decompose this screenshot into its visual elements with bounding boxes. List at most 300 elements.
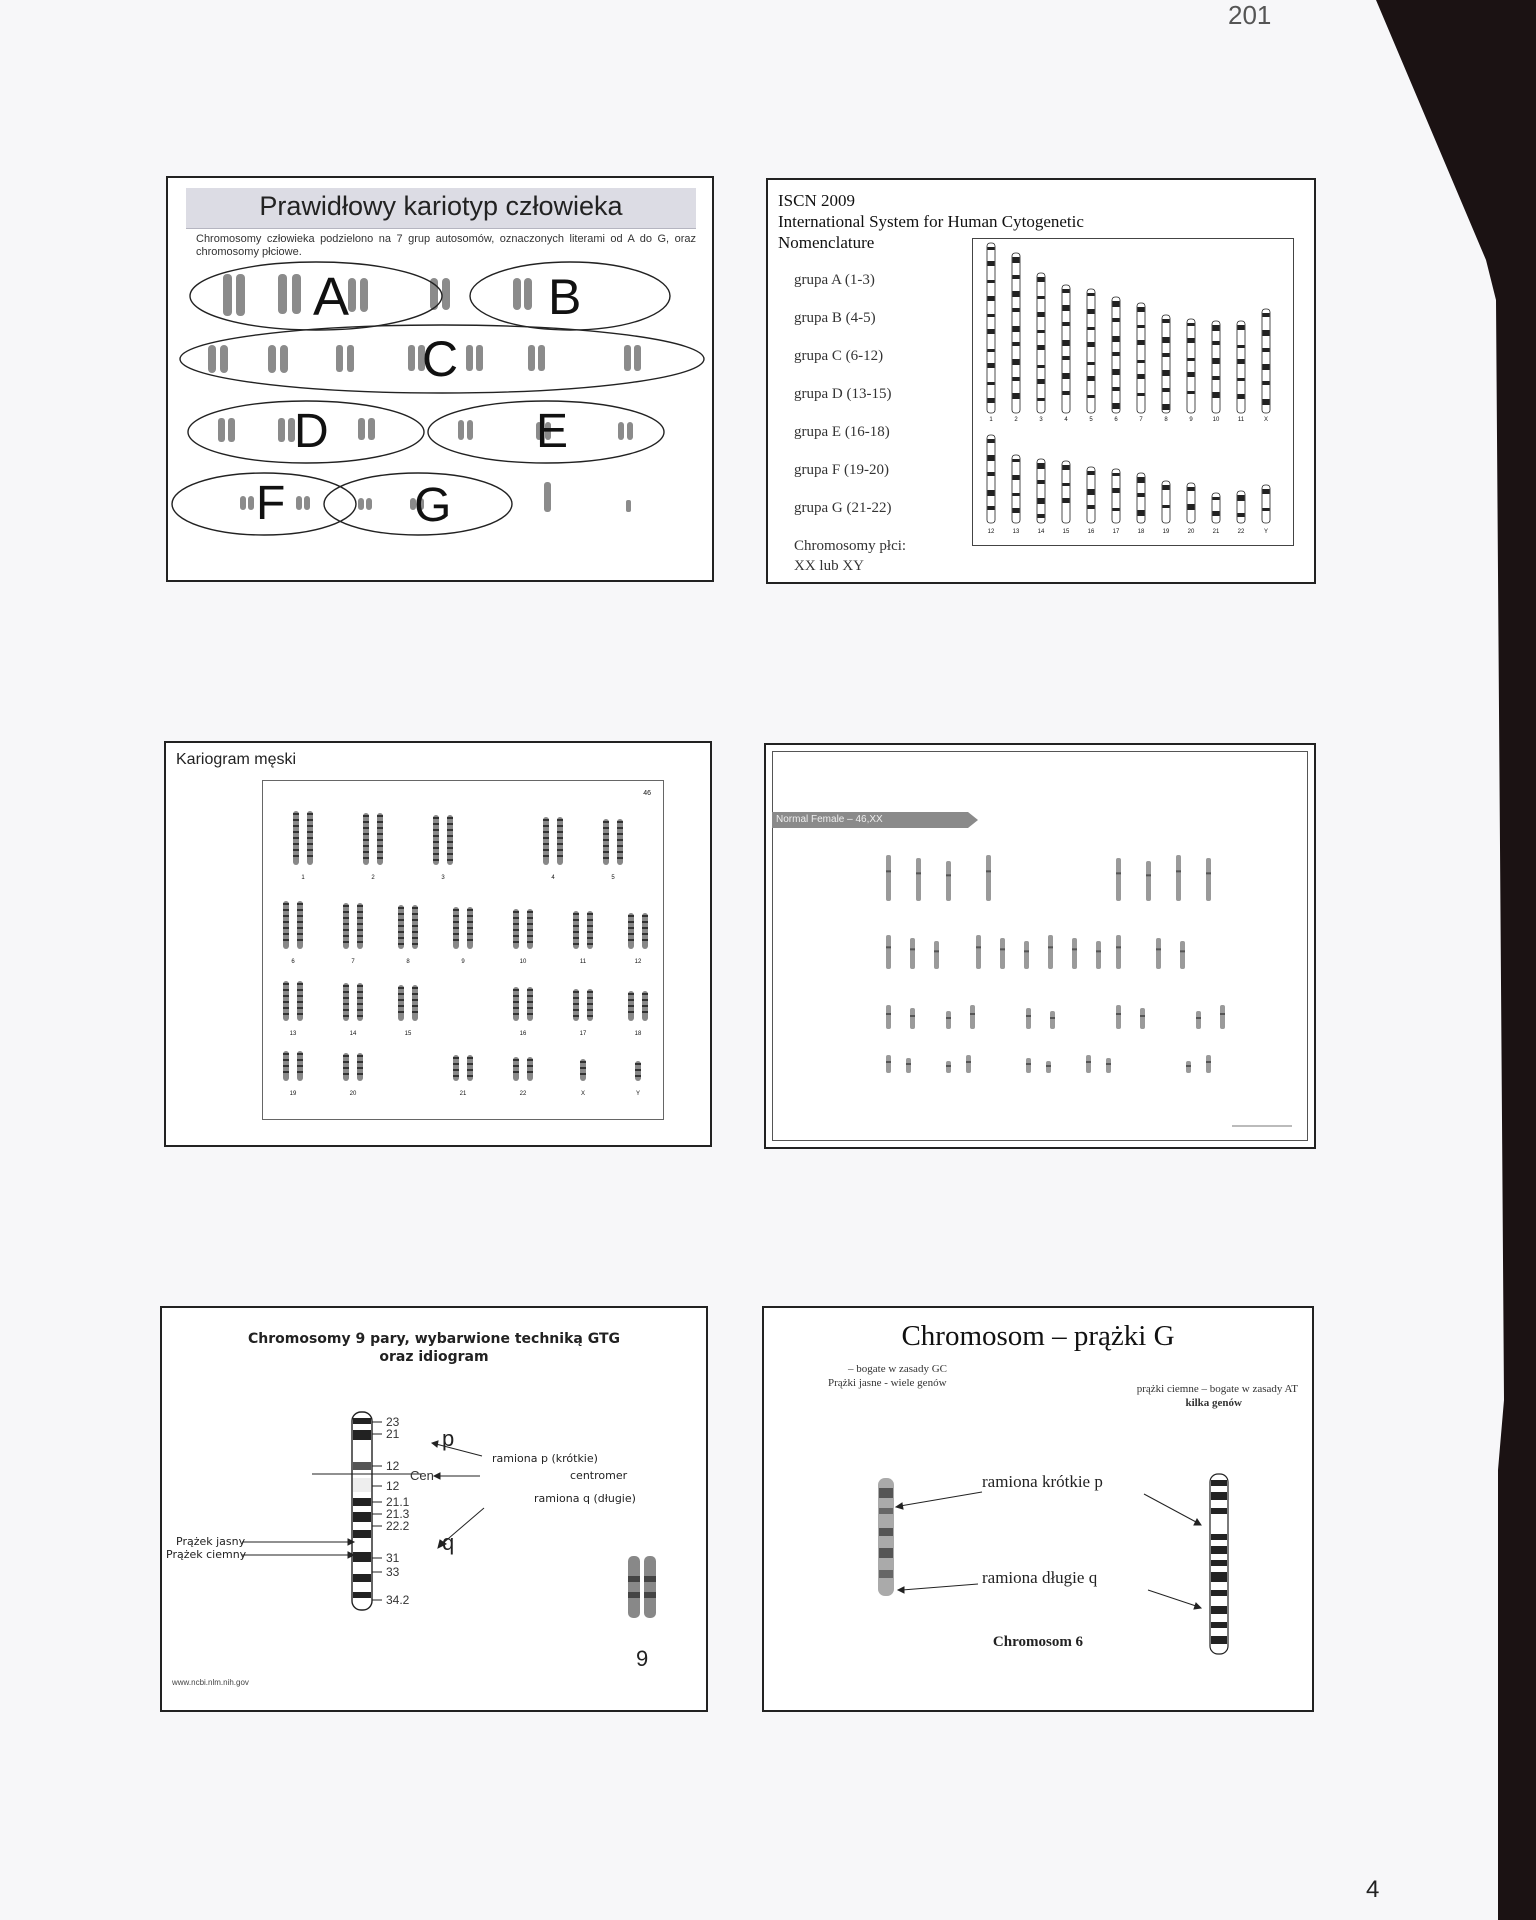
ideogram-band bbox=[988, 296, 995, 301]
chromosome-band bbox=[283, 933, 289, 935]
note-line: prążki ciemne – bogate w zasady AT bbox=[1136, 1383, 1298, 1395]
chromosome-band bbox=[412, 925, 418, 927]
ideogram-band bbox=[1088, 293, 1095, 296]
chromosome-band bbox=[412, 943, 418, 945]
chromosome-band bbox=[1046, 1065, 1051, 1067]
ideogram-label: 5 bbox=[1089, 417, 1093, 423]
ideogram-band bbox=[1038, 277, 1045, 282]
chromosome-band bbox=[617, 833, 623, 835]
chromosome-band bbox=[527, 923, 533, 925]
ideogram-band bbox=[1263, 381, 1270, 385]
chromosome-band bbox=[357, 923, 363, 925]
chromosome-band bbox=[398, 993, 404, 995]
chromosome-band bbox=[343, 1055, 349, 1057]
chromosome-band bbox=[906, 1063, 911, 1065]
slide-iscn-2009 bbox=[766, 178, 1316, 584]
ideogram-label: 21 bbox=[1212, 529, 1220, 535]
chromosome-band bbox=[447, 853, 453, 855]
chromosome-mark bbox=[1206, 858, 1211, 901]
ideogram-band bbox=[1113, 336, 1120, 342]
chromosome-band bbox=[297, 1053, 303, 1055]
chromosome-band bbox=[297, 921, 303, 923]
chromosome-band bbox=[412, 919, 418, 921]
chromosome-band bbox=[527, 917, 533, 919]
chromosome-band bbox=[587, 997, 593, 999]
chromosome-mark bbox=[934, 941, 939, 969]
chromosome-mark bbox=[1116, 935, 1121, 969]
band-label: 33 bbox=[386, 1565, 400, 1579]
chromosome-mark bbox=[1156, 938, 1161, 969]
chromosome-band bbox=[1176, 870, 1181, 872]
chromosome-band bbox=[412, 987, 418, 989]
chromosome-band bbox=[513, 923, 519, 925]
group-label: grupa C (6-12) bbox=[794, 348, 884, 364]
chromosome-band bbox=[447, 829, 453, 831]
chromosome-band bbox=[377, 857, 383, 859]
chromosome-band bbox=[628, 915, 634, 917]
chromosome-band bbox=[635, 1075, 641, 1077]
slide-title: Prawidłowy kariotyp człowieka bbox=[259, 191, 623, 221]
group-letter-g: G bbox=[414, 479, 452, 532]
karyogram-label: 1 bbox=[301, 875, 305, 881]
chromosome-band bbox=[377, 815, 383, 817]
chromosome-band bbox=[283, 1013, 289, 1015]
slide-subtitle: Chromosomy człowieka podzielono na 7 grup autosomów, oznaczonych literami od A do G, oraz chromosomy płciowe. bbox=[196, 233, 696, 258]
ideogram-band bbox=[1013, 308, 1020, 312]
ideogram-band bbox=[1038, 514, 1045, 518]
chromosome-mark bbox=[1106, 1058, 1111, 1073]
chromosome-band bbox=[398, 1005, 404, 1007]
chromosome-band bbox=[357, 905, 363, 907]
chromosome-band bbox=[293, 831, 299, 833]
chromosome-mark bbox=[398, 985, 404, 1021]
ideogram-label: Y bbox=[1263, 529, 1269, 535]
chromosome-band bbox=[412, 937, 418, 939]
chromosome-band bbox=[603, 833, 609, 835]
chromosome-band bbox=[453, 1069, 459, 1071]
chromosome-band bbox=[343, 991, 349, 993]
ideogram-band bbox=[1138, 493, 1145, 497]
ideogram-band bbox=[988, 398, 995, 403]
chromosome-band bbox=[363, 833, 369, 835]
chromosome-band bbox=[513, 929, 519, 931]
ideogram-band bbox=[1063, 356, 1070, 360]
chromosome-mark bbox=[886, 1055, 891, 1073]
chromosome-band bbox=[433, 847, 439, 849]
ideogram-band bbox=[1063, 373, 1070, 379]
chromosome-band bbox=[283, 927, 289, 929]
chromosome-band bbox=[447, 817, 453, 819]
chromosome-band bbox=[297, 1059, 303, 1061]
chromosome-band bbox=[573, 931, 579, 933]
male-karyogram-figure bbox=[262, 780, 664, 1120]
chromosome-band bbox=[617, 845, 623, 847]
chromosome-band bbox=[467, 909, 473, 911]
band-label: 21 bbox=[386, 1427, 400, 1441]
ideogram-label: 20 bbox=[1187, 529, 1195, 535]
chromosome-band bbox=[447, 841, 453, 843]
chromosome-band bbox=[628, 921, 634, 923]
chromosome-band bbox=[433, 853, 439, 855]
chromosome-band bbox=[543, 819, 549, 821]
chromosome-band bbox=[283, 1007, 289, 1009]
group-label: grupa G (21-22) bbox=[794, 500, 892, 516]
chromosome-mark bbox=[906, 1058, 911, 1073]
ideogram-band bbox=[1113, 508, 1120, 511]
chromosome-mark bbox=[1096, 941, 1101, 969]
chromosome-mark bbox=[297, 901, 303, 949]
chromosome-band bbox=[343, 997, 349, 999]
karyogram-label: 21 bbox=[459, 1091, 467, 1097]
slide-normal-female-karyotype bbox=[764, 743, 1316, 1149]
group-letter-a: A bbox=[313, 267, 350, 327]
chromosome-band bbox=[412, 913, 418, 915]
chromosome-band bbox=[628, 1011, 634, 1013]
slide-chromosome-g-bands bbox=[762, 1306, 1314, 1712]
ideogram-band bbox=[1163, 505, 1170, 508]
karyogram-label: 20 bbox=[349, 1091, 357, 1097]
chromosome-band bbox=[297, 1071, 303, 1073]
chromosome-band bbox=[557, 843, 563, 845]
chromosome-band bbox=[363, 851, 369, 853]
chromosome-mark bbox=[1072, 938, 1077, 969]
ideogram-band bbox=[1013, 475, 1020, 480]
chromosome-band bbox=[297, 983, 303, 985]
chromosome-band bbox=[617, 821, 623, 823]
chromosome-band bbox=[557, 855, 563, 857]
chromosome-band bbox=[398, 999, 404, 1001]
karyogram-label: 5 bbox=[611, 875, 615, 881]
chromosome-mark bbox=[1000, 938, 1005, 969]
ideogram-band bbox=[1063, 391, 1070, 395]
chromosome-mark bbox=[910, 1008, 915, 1029]
chromosome-band bbox=[573, 991, 579, 993]
group-letter-d: D bbox=[294, 405, 329, 458]
chromosome-band bbox=[297, 939, 303, 941]
chromosome-mark bbox=[1048, 935, 1053, 969]
chromosome-band bbox=[513, 989, 519, 991]
chromosome-band bbox=[587, 1003, 593, 1005]
slide-title-bar bbox=[186, 188, 696, 229]
ideogram-band bbox=[1113, 488, 1120, 493]
ideogram-chart bbox=[972, 238, 1294, 546]
chromosome-band bbox=[343, 929, 349, 931]
ideogram-band bbox=[1013, 393, 1020, 399]
chromosome-mark bbox=[1140, 1008, 1145, 1029]
chromosome-band bbox=[297, 1007, 303, 1009]
chromosome-band bbox=[283, 983, 289, 985]
karyogram-label: 10 bbox=[519, 959, 527, 965]
chromosome-band bbox=[527, 1065, 533, 1067]
chromosome-caption: Chromosom 6 bbox=[992, 1634, 1084, 1650]
ideogram-band bbox=[1238, 345, 1245, 348]
ideogram-band bbox=[988, 490, 995, 496]
ideogram-band bbox=[1113, 387, 1120, 391]
ideogram-band bbox=[1088, 362, 1095, 365]
chromosome-mark bbox=[1116, 858, 1121, 901]
ideogram-band bbox=[1063, 483, 1070, 486]
chromosome-band bbox=[1050, 1017, 1055, 1019]
chromosome-band bbox=[976, 946, 981, 948]
ideogram-band bbox=[1113, 301, 1120, 307]
note-line: – bogate w zasady GC bbox=[848, 1363, 947, 1375]
chromosome-mark bbox=[976, 935, 981, 969]
chromosome-mark bbox=[1116, 1005, 1121, 1029]
chromosome-mark bbox=[1026, 1058, 1031, 1073]
chromosome-band bbox=[357, 1073, 363, 1075]
chromosome-band bbox=[363, 857, 369, 859]
chromosome-band bbox=[343, 941, 349, 943]
ideogram-band bbox=[1138, 325, 1145, 328]
chromosome-band bbox=[307, 825, 313, 827]
karyogram-label: 22 bbox=[519, 1091, 527, 1097]
chromosome-band bbox=[343, 917, 349, 919]
chromosome-band bbox=[343, 923, 349, 925]
chromosome-band bbox=[297, 903, 303, 905]
ideogram-band bbox=[1088, 376, 1095, 381]
chromosome-band bbox=[628, 1005, 634, 1007]
chromosome-band bbox=[635, 1063, 641, 1065]
label-line: XX lub XY bbox=[794, 558, 864, 574]
chromosome-band bbox=[467, 921, 473, 923]
band-label: 22.2 bbox=[386, 1519, 410, 1533]
chromosome-mark bbox=[1176, 855, 1181, 901]
chromosome-band bbox=[377, 821, 383, 823]
chromosome-band bbox=[433, 829, 439, 831]
chromosome-band bbox=[357, 985, 363, 987]
ideogram-label: 17 bbox=[1112, 529, 1120, 535]
chromosome-mark bbox=[1024, 941, 1029, 969]
chromosome-band bbox=[453, 909, 459, 911]
chromosome-band bbox=[587, 913, 593, 915]
chromosome-band bbox=[587, 1009, 593, 1011]
chromosome-band bbox=[966, 1061, 971, 1063]
ideogram-band bbox=[1013, 508, 1020, 513]
chromosome-band bbox=[398, 987, 404, 989]
ideogram-band bbox=[1188, 372, 1195, 377]
chromosome-band bbox=[628, 927, 634, 929]
chromosome-band bbox=[363, 839, 369, 841]
ideogram-label: 19 bbox=[1162, 529, 1170, 535]
chromosome-band bbox=[513, 911, 519, 913]
ideogram-band bbox=[988, 329, 995, 334]
chromosome-band bbox=[1106, 1063, 1111, 1065]
chromosome-mark bbox=[986, 855, 991, 901]
chromosome-band bbox=[467, 1075, 473, 1077]
chromosome-band bbox=[886, 1013, 891, 1015]
chromosome-band bbox=[433, 859, 439, 861]
slide-male-karyogram bbox=[164, 741, 712, 1147]
karyogram-label: 12 bbox=[634, 959, 642, 965]
karyogram-label: 17 bbox=[579, 1031, 587, 1037]
karyogram-label: 19 bbox=[289, 1091, 297, 1097]
ideogram-label: 15 bbox=[1062, 529, 1070, 535]
ideogram-band bbox=[1013, 257, 1020, 263]
chromosome-band bbox=[910, 948, 915, 950]
chromosome-band bbox=[617, 857, 623, 859]
ideogram-band bbox=[1263, 364, 1270, 370]
ideogram-band bbox=[988, 455, 995, 461]
chromosome-mark bbox=[916, 858, 921, 901]
chromosome-band bbox=[398, 937, 404, 939]
karyogram-label: 14 bbox=[349, 1031, 357, 1037]
chromosome-band bbox=[527, 935, 533, 937]
chromosome-band bbox=[283, 939, 289, 941]
chromosome-band bbox=[573, 925, 579, 927]
chromosome-band bbox=[467, 927, 473, 929]
chromosome-mark bbox=[1026, 1008, 1031, 1029]
chromosome-band bbox=[527, 1001, 533, 1003]
chromosome-band bbox=[910, 1015, 915, 1017]
chromosome-band bbox=[343, 985, 349, 987]
chromosome-band bbox=[557, 831, 563, 833]
ideogram-label: 18 bbox=[1137, 529, 1145, 535]
chromosome-band bbox=[587, 1015, 593, 1017]
ideogram-band bbox=[1063, 289, 1070, 293]
slide-title: Chromosom – prążki G bbox=[901, 1320, 1175, 1352]
chromosome-band bbox=[343, 1015, 349, 1017]
ideogram-bar bbox=[1137, 303, 1145, 413]
ideogram-band bbox=[1213, 341, 1220, 345]
chromosome-band bbox=[398, 925, 404, 927]
chromosome-band bbox=[453, 915, 459, 917]
chromosome-band bbox=[970, 1013, 975, 1015]
ideogram-band bbox=[1263, 348, 1270, 352]
chromosome-band bbox=[357, 1009, 363, 1011]
ideogram-band bbox=[1038, 365, 1045, 368]
chromosome-band bbox=[412, 999, 418, 1001]
ideogram-band bbox=[1263, 399, 1270, 405]
ideogram-band bbox=[1013, 459, 1020, 462]
chromosome-band bbox=[283, 1053, 289, 1055]
ideogram-label: 3 bbox=[1039, 417, 1043, 423]
ideogram-bar bbox=[1162, 315, 1170, 413]
chromosome-band bbox=[573, 919, 579, 921]
chromosome-band bbox=[1116, 1013, 1121, 1015]
ideogram-band bbox=[1163, 388, 1170, 392]
chromosome-band bbox=[363, 845, 369, 847]
chromosome-band bbox=[587, 925, 593, 927]
chromosome-band bbox=[293, 843, 299, 845]
chromosome-mark bbox=[1146, 861, 1151, 901]
chromosome-band bbox=[363, 827, 369, 829]
short-arm-label: ramiona krótkie p bbox=[982, 1472, 1103, 1491]
chromosome-band bbox=[357, 1067, 363, 1069]
chromosome-band bbox=[447, 835, 453, 837]
chromosome-band bbox=[1116, 872, 1121, 874]
chromosome-band bbox=[1026, 1063, 1031, 1065]
ideogram-band bbox=[1088, 309, 1095, 314]
chromosome-band bbox=[412, 993, 418, 995]
chromosome-band bbox=[433, 817, 439, 819]
karyogram-label: 18 bbox=[634, 1031, 642, 1037]
chromosome-band bbox=[1072, 948, 1077, 950]
ideogram-band bbox=[1263, 489, 1270, 494]
chromosome-band bbox=[412, 1005, 418, 1007]
chromosome-band bbox=[343, 1009, 349, 1011]
chromosome-band bbox=[453, 1075, 459, 1077]
ideogram-label: 10 bbox=[1212, 417, 1220, 423]
chromosome-band bbox=[398, 919, 404, 921]
chromosome-band bbox=[580, 1073, 586, 1075]
chromosome-band bbox=[628, 939, 634, 941]
chromosome-band bbox=[297, 989, 303, 991]
ideogram-band bbox=[988, 439, 995, 443]
centromere-label: Cen bbox=[410, 1468, 434, 1483]
ideogram-band bbox=[1088, 489, 1095, 495]
ideogram-band bbox=[988, 280, 995, 283]
ideogram-band bbox=[1238, 513, 1245, 517]
ideogram-band bbox=[1238, 394, 1245, 399]
label-line: Chromosomy płci: bbox=[794, 538, 907, 554]
chromosome-band bbox=[283, 909, 289, 911]
karyogram-label: 15 bbox=[404, 1031, 412, 1037]
chromosome-band bbox=[642, 915, 648, 917]
chromosome-band bbox=[513, 917, 519, 919]
chromosome-band bbox=[398, 931, 404, 933]
ideogram-band bbox=[1013, 377, 1020, 381]
chromosome-band bbox=[357, 941, 363, 943]
chromosome-mark bbox=[1180, 941, 1185, 969]
chromosome-band bbox=[377, 839, 383, 841]
chromosome-band bbox=[587, 991, 593, 993]
chromosome-band bbox=[467, 1057, 473, 1059]
chromosome-band bbox=[513, 1059, 519, 1061]
ideogram-label: 6 bbox=[1114, 417, 1118, 423]
chromosome-mark bbox=[886, 855, 891, 901]
ideogram-bar bbox=[1262, 309, 1270, 413]
ideogram-band bbox=[1163, 404, 1170, 410]
karyogram-label: 2 bbox=[371, 875, 375, 881]
ideogram-band bbox=[1188, 323, 1195, 326]
chromosome-band bbox=[603, 827, 609, 829]
chromosome-band bbox=[453, 939, 459, 941]
chromosome-band bbox=[527, 1007, 533, 1009]
chromosome-mark bbox=[886, 1005, 891, 1029]
chromosome-band bbox=[293, 819, 299, 821]
image-credit-mark bbox=[1232, 1125, 1292, 1127]
chromosome-band bbox=[628, 999, 634, 1001]
chromosome-band bbox=[543, 855, 549, 857]
chromosome-band bbox=[642, 927, 648, 929]
chromosome-band bbox=[1026, 1015, 1031, 1017]
chromosome-band bbox=[513, 1007, 519, 1009]
karyogram-label: 7 bbox=[351, 959, 355, 965]
chromosome-band bbox=[293, 855, 299, 857]
chromosome-band bbox=[642, 1011, 648, 1013]
chromosome-band bbox=[467, 933, 473, 935]
chromosome-band bbox=[297, 1013, 303, 1015]
ideogram-band bbox=[988, 247, 995, 250]
chromosome-band bbox=[343, 1003, 349, 1005]
chromosome-band bbox=[377, 851, 383, 853]
ideogram-band bbox=[1113, 352, 1120, 356]
chromosome-band bbox=[357, 1055, 363, 1057]
chromosome-band bbox=[587, 937, 593, 939]
ideogram-bar bbox=[1037, 273, 1045, 413]
group-letter-c: C bbox=[422, 331, 459, 387]
chromosome-band bbox=[527, 911, 533, 913]
ideogram-band bbox=[1063, 340, 1070, 346]
chromosome-band bbox=[642, 1005, 648, 1007]
chromosome-band bbox=[642, 939, 648, 941]
ideogram-bar bbox=[1187, 319, 1195, 413]
ideogram-band bbox=[1263, 330, 1270, 336]
chromosome-band bbox=[603, 857, 609, 859]
ideogram-band bbox=[1188, 504, 1195, 510]
chromosome-band bbox=[557, 819, 563, 821]
sex-chromosomes-label bbox=[794, 536, 906, 576]
